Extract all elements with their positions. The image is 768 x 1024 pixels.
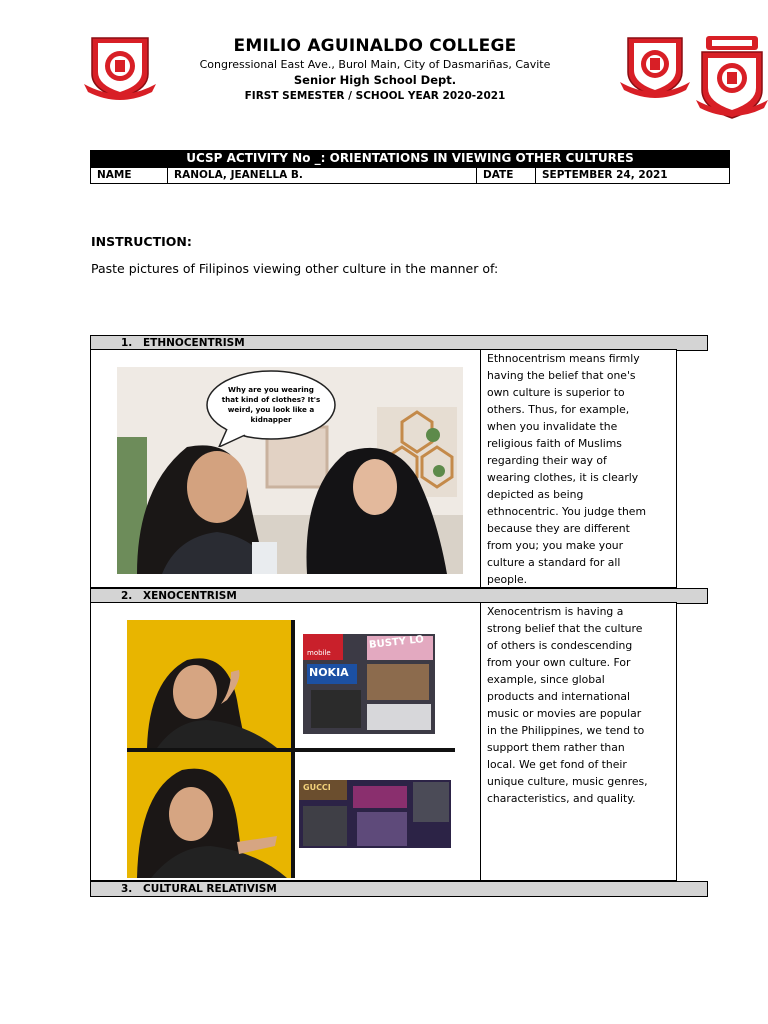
college-name: EMILIO AGUINALDO COLLEGE [233,36,517,56]
ethnocentrism-description: Ethnocentrism means firmly having the belief that one's own culture is superior to others. Thus, for example, when you invalidate the religious faith of Muslims regarding their way of wearing clothes, it is clearly depicted as being ethnocentric. You judge them because they are different from you; you make your culture a standard for all people. [487,352,646,586]
xenocentrism-meme [127,620,455,878]
collage-text-brand: BUSTY LO [368,634,425,651]
section-title: CULTURAL RELATIVISM [143,883,277,895]
activity-title: UCSP ACTIVITY No _: ORIENTATIONS IN VIEWING OTHER CULTURES [90,150,730,167]
instruction-text: Paste pictures of Filipinos viewing other culture in the manner of: [91,261,499,276]
section-number: 2. [121,590,133,602]
section-title: ETHNOCENTRISM [143,337,245,349]
date-value: SEPTEMBER 24, 2021 [542,169,668,181]
section-title: XENOCENTRISM [143,590,237,602]
section-number: 3. [121,883,133,895]
college-seal-logo [84,34,156,100]
collage-text-mobile: mobile [307,649,331,657]
collage-text-gucci: GUCCI [303,783,331,792]
xenocentrism-collage [127,620,455,878]
xenocentrism-description-cell [480,602,677,881]
collage-text-nokia: NOKIA [309,666,349,679]
activity-info-row [90,167,730,184]
shs-seal-logo [620,34,690,98]
date-label: DATE [477,168,536,183]
college-address: Congressional East Ave., Burol Main, City of Dasmariñas, Cavite [199,58,551,71]
ethnocentrism-photo [117,367,463,574]
speech-bubble [205,369,337,447]
semester-line: FIRST SEMESTER / SCHOOL YEAR 2020-2021 [244,90,506,102]
speech-bubble-text: Why are you wearing that kind of clothes? It's weird, you look like a kidnapper [221,385,321,424]
ethnocentrism-description-cell [480,349,677,588]
name-label: NAME [91,168,168,183]
instruction-label: INSTRUCTION: [91,234,192,249]
department-name: Senior High School Dept. [293,73,457,87]
xenocentrism-description: Xenocentrism is having a strong belief that the culture of others is condescending from your own culture. For example, since global products and international music or movies are popular in the Philippines, we tend to support them rather than local. We get fond of their unique culture, music genres, characteristics, and quality. [487,605,648,805]
name-value: RANOLA, JEANELLA B. [168,168,477,183]
section-number: 1. [121,337,133,349]
section-header-cultural-relativism [90,881,708,897]
shs-crest-logo [696,34,768,124]
